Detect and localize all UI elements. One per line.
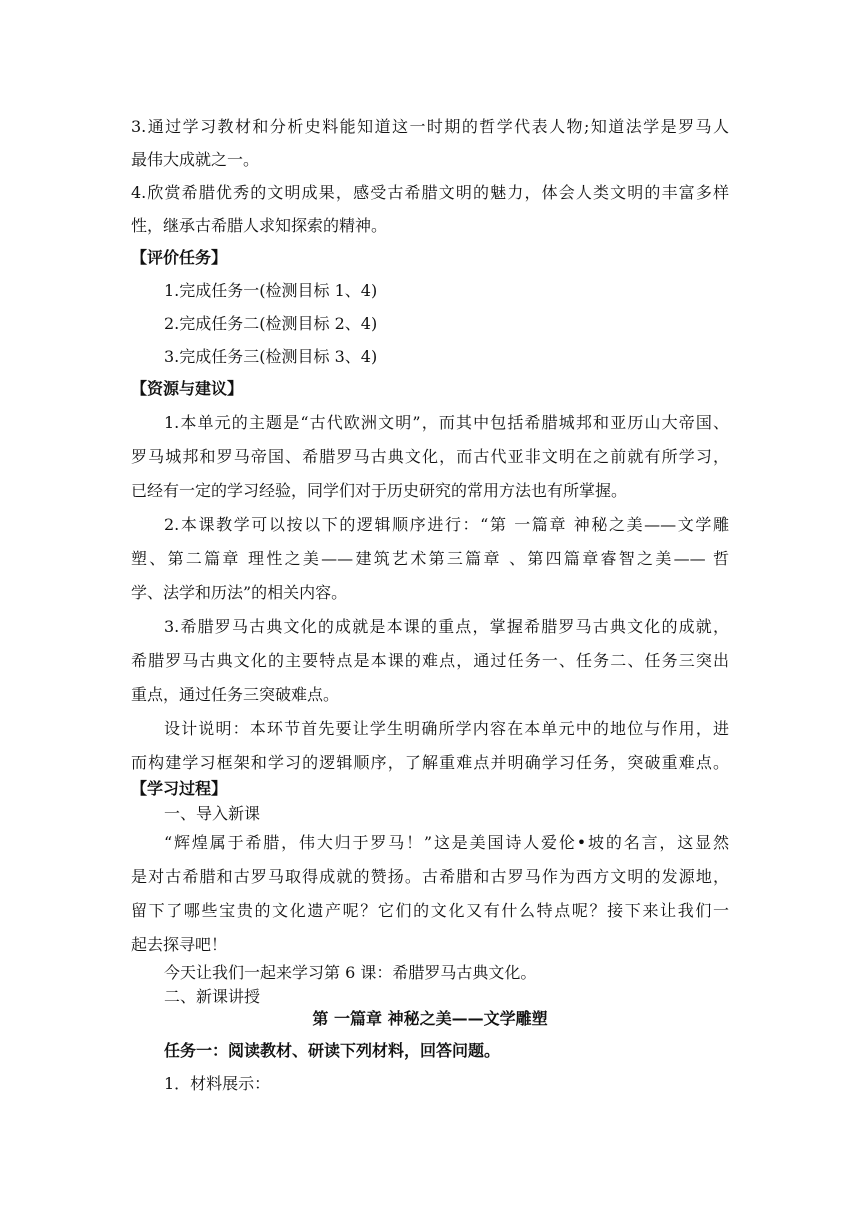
- section-1-title: 一、导入新课: [164, 804, 261, 823]
- resources-p3-line-3: 重点，通过任务三突破难点。: [131, 685, 340, 704]
- chapter-title: 第 一篇章 神秘之美——文学雕塑: [312, 1009, 548, 1028]
- evaluation-heading: 【评价任务】: [131, 248, 228, 267]
- resources-p1-line-3: 已经有一定的学习经验，同学们对于历史研究的常用方法也有所掌握。: [131, 481, 628, 500]
- resources-p1-line-2: 罗马城邦和罗马帝国、希腊罗马古典文化，而古代亚非文明在之前就有所学习，: [131, 447, 729, 466]
- intro-line-4: 起去探寻吧！: [131, 935, 228, 954]
- evaluation-item-1: 1.完成任务一(检测目标 1、4): [164, 281, 378, 300]
- objective-4-line-1: 4.欣赏希腊优秀的文明成果，感受古希腊文明的魅力，体会人类文明的丰富多样: [131, 183, 729, 202]
- evaluation-item-2: 2.完成任务二(检测目标 2、4): [164, 314, 378, 333]
- task-1-heading: 任务一：阅读教材、研读下列材料，回答问题。: [164, 1041, 501, 1060]
- process-heading: 【学习过程】: [131, 779, 228, 798]
- resources-p2-line-1: 2.本课教学可以按以下的逻辑顺序进行：“第 一篇章 神秘之美——文学雕: [164, 515, 729, 534]
- resources-p2-line-3: 学、法学和历法”的相关内容。: [131, 583, 348, 602]
- material-label: 1．材料展示：: [164, 1074, 271, 1093]
- today-lesson: 今天让我们一起来学习第 6 课：希腊罗马古典文化。: [164, 963, 537, 982]
- section-2-title: 二、新课讲授: [164, 987, 261, 1006]
- intro-line-3: 留下了哪些宝贵的文化遗产呢？它们的文化又有什么特点呢？接下来让我们一: [131, 901, 729, 920]
- objective-3-line-2: 最伟大成就之一。: [131, 150, 260, 169]
- objective-3-line-1: 3.通过学习教材和分析史料能知道这一时期的哲学代表人物;知道法学是罗马人: [131, 117, 729, 136]
- design-note-line-1: 设计说明：本环节首先要让学生明确所学内容在本单元中的地位与作用，进: [164, 719, 729, 738]
- resources-p1-line-1: 1.本单元的主题是“古代欧洲文明”，而其中包括希腊城邦和亚历山大帝国、: [164, 413, 729, 432]
- intro-line-1: “辉煌属于希腊，伟大归于罗马！”这是美国诗人爱伦•坡的名言，这显然: [164, 833, 729, 852]
- design-note-line-2: 而构建学习框架和学习的逻辑顺序，了解重难点并明确学习任务，突破重难点。: [131, 753, 729, 772]
- resources-p3-line-2: 希腊罗马古典文化的主要特点是本课的难点，通过任务一、任务二、任务三突出: [131, 651, 729, 670]
- resources-p2-line-2: 塑、第二篇章 理性之美——建筑艺术第三篇章 、第四篇章睿智之美—— 哲: [131, 549, 729, 568]
- objective-4-line-2: 性，继承古希腊人求知探索的精神。: [131, 216, 388, 235]
- resources-p3-line-1: 3.希腊罗马古典文化的成就是本课的重点，掌握希腊罗马古典文化的成就，: [164, 617, 729, 636]
- evaluation-item-3: 3.完成任务三(检测目标 3、4): [164, 347, 378, 366]
- intro-line-2: 是对古希腊和古罗马取得成就的赞扬。古希腊和古罗马作为西方文明的发源地，: [131, 867, 729, 886]
- resources-heading: 【资源与建议】: [131, 379, 244, 398]
